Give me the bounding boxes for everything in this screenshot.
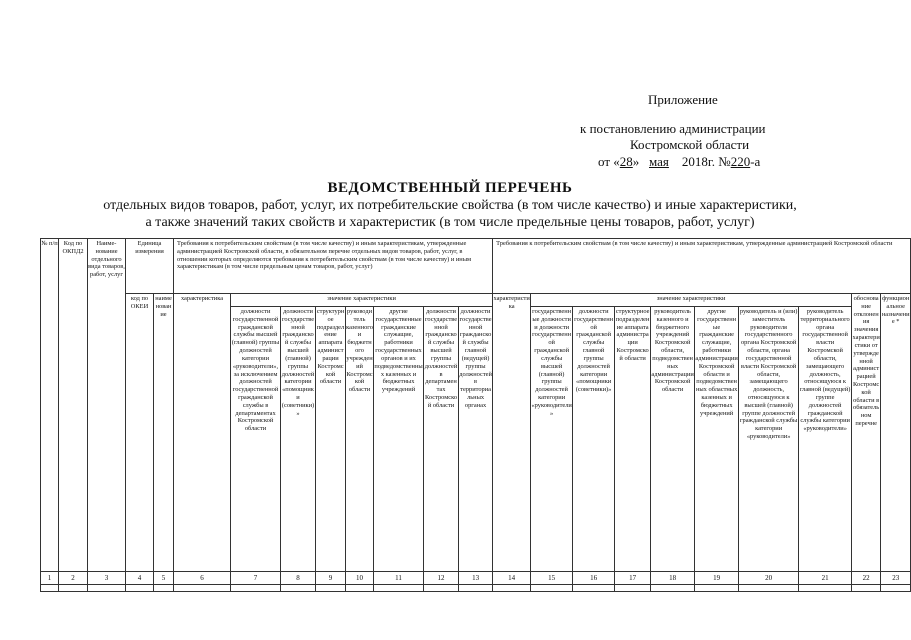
- position-cell-2-3: структурное подразделение аппарата администрации Костромской области: [615, 307, 651, 572]
- column-number: 22: [852, 572, 881, 585]
- column-number: 9: [316, 572, 346, 585]
- appendix-label: Приложение: [648, 92, 718, 107]
- decree-year: 2018г. №: [681, 154, 731, 169]
- table-header-row-2: [41, 294, 911, 307]
- position-cell-1-1: должности государственной гражданской службы высшей (главной) группы должностей категории «руководители», за исключением должностей государственной гражданской службы в департаментах Костромской области: [231, 307, 281, 572]
- position-cell-2-6: руководитель и (или) заместитель руководителя государственного органа Костромской области, органа государственной власти Костромской области, замещающего должность, относящуюся к высшей (главной) группе должностей гражданской службы категории «руководители»: [739, 307, 799, 572]
- column-number: 7: [231, 572, 281, 585]
- position-cell-1-7: должности государственной гражданской службы главной (ведущей) группы должностей в территориальных органах: [459, 307, 493, 572]
- decree-day: 28: [619, 154, 633, 169]
- document-subtitle-line-1: отдельных видов товаров, работ, услуг, их потребительские свойства (в том числе качество) и иные характеристики,: [103, 198, 797, 213]
- header-cell-unit-name: наименование: [154, 294, 174, 572]
- position-cell-2-1: государственные должности и должности государственной гражданской службы высшей (главной) группы должностей категории «руководители»: [531, 307, 573, 572]
- position-cell-2-5: другие государственные гражданские служащие, работники администрации Костромской области и подведомственных областных казенных и бюджетных учреждений: [695, 307, 739, 572]
- column-number: 19: [695, 572, 739, 585]
- column-number: 14: [493, 572, 531, 585]
- decree-number: 220: [730, 154, 751, 169]
- header-cell-deviation-justification: обоснование отклонения значения характеристики от утвержденной администрацией Костромской области в обязательном перечне: [852, 294, 881, 572]
- header-cell-item-name: Наиме-нование отдельного вида товаров, работ, услуг: [88, 239, 126, 572]
- header-cell-unit: Единица измерения: [126, 239, 174, 294]
- header-cell-unit-code: код по ОКЕИ: [126, 294, 154, 572]
- decree-date-prefix: от «: [598, 154, 620, 169]
- column-number: 10: [346, 572, 374, 585]
- column-number: 15: [531, 572, 573, 585]
- column-number: 11: [374, 572, 424, 585]
- header-cell-functional-purpose: функциональное назначение *: [881, 294, 911, 572]
- header-cell-characteristic-1: характеристика: [174, 294, 231, 572]
- column-number: 6: [174, 572, 231, 585]
- column-number: 5: [154, 572, 174, 585]
- decree-line-2: Костромской области: [630, 137, 750, 152]
- header-cell-number: № п/п: [41, 239, 59, 572]
- header-cell-requirements-approved: Требования к потребительским свойствам (в том числе качеству) и иным характеристикам, утвержденные администрацией Костромской области, в обязательном перечне отдельных видов товаров, работ, услуг, в отношении которых определяются требования к потребительским свойствам (в том числе качеству) и иным характеристикам (в том числе предельным ценам товаров, работ, услуг): [174, 239, 493, 294]
- empty-row: [41, 585, 911, 592]
- position-cell-1-5: другие государственные гражданские служащие, работники государственных органов и их подведомственных казенных и бюджетных учреждений: [374, 307, 424, 572]
- header-cell-characteristic-2: характеристика: [493, 294, 531, 572]
- column-number: 17: [615, 572, 651, 585]
- column-number: 2: [59, 572, 88, 585]
- header-cell-requirements-admin: Требования к потребительским свойствам (в том числе качеству) и иным характеристикам, утвержденные администрацией Костромской области: [493, 239, 911, 294]
- column-number: 12: [424, 572, 459, 585]
- position-cell-1-4: руководитель казенного и бюджетного учреждений Костромской области: [346, 307, 374, 572]
- table-header-row-1: [41, 239, 911, 294]
- decree-suffix: -а: [750, 154, 761, 169]
- column-number-row: [41, 572, 911, 585]
- position-cell-1-6: должности государственной гражданской службы высшей группы должностей в департаментах Костромской области: [424, 307, 459, 572]
- column-number: 3: [88, 572, 126, 585]
- decree-line-1: к постановлению администрации: [580, 121, 766, 136]
- position-cell-2-7: руководитель территориального органа государственной власти Костромской области, замещающего должность, относящуюся к главной (ведущей) группе должностей гражданской службы категории «руководители»: [799, 307, 852, 572]
- column-number: 16: [573, 572, 615, 585]
- position-cell-2-4: руководитель казенного и бюджетного учреждений Костромской области, подведомственных администрации Костромской области: [651, 307, 695, 572]
- document-subtitle-line-2: а также значений таких свойств и характеристик (в том числе предельные цены товаров, работ, услуг): [145, 215, 755, 230]
- position-cell-1-2: должности государственной гражданской службы высшей (главной) группы должностей категории «помощники (советники)»: [281, 307, 316, 572]
- departmental-list-table: [40, 238, 911, 592]
- decree-month: мая: [649, 154, 669, 169]
- position-cell-2-2: должности государственной гражданской службы главной группы должностей категории «помощники (советники)»: [573, 307, 615, 572]
- column-number: 8: [281, 572, 316, 585]
- document-title: ВЕДОМСТВЕННЫЙ ПЕРЕЧЕНЬ: [327, 180, 573, 196]
- column-number: 4: [126, 572, 154, 585]
- column-number: 1: [41, 572, 59, 585]
- position-cell-1-3: структурное подразделение аппарата администрации Костромской области: [316, 307, 346, 572]
- column-number: 20: [739, 572, 799, 585]
- decree-date: [598, 154, 760, 170]
- column-number: 21: [799, 572, 852, 585]
- column-number: 13: [459, 572, 493, 585]
- header-cell-values-2: значение характеристики: [531, 294, 852, 307]
- column-number: 23: [881, 572, 911, 585]
- header-cell-values-1: значение характеристики: [231, 294, 493, 307]
- column-number: 18: [651, 572, 695, 585]
- header-cell-okpd: Код по ОКПД2: [59, 239, 88, 572]
- decree-date-mid: »: [632, 154, 640, 169]
